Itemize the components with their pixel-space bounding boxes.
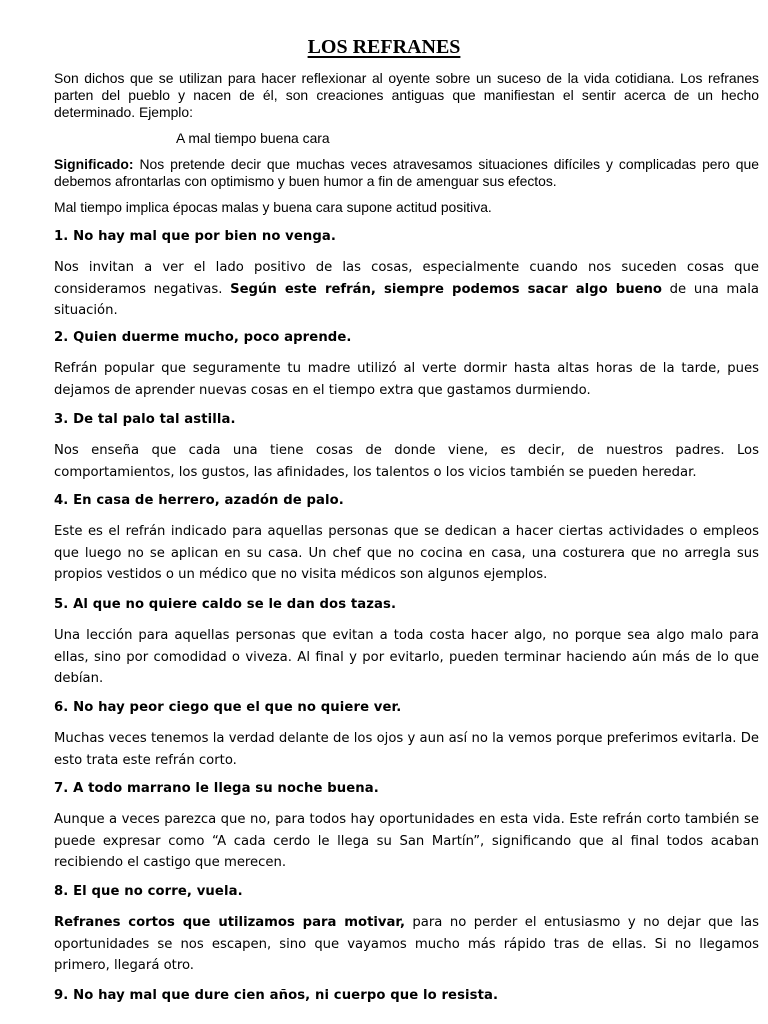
intro-note: Mal tiempo implica épocas malas y buena cara supone actitud positiva. [54, 199, 492, 215]
proverb-section-8 [54, 883, 759, 977]
proverb-explanation: Aunque a veces parezca que no, para todos hay oportunidades en esta vida. Este refrán corto también se puede expresar como “A cada cerdo le llega su San Martín”, significando que al final todos acaban recibiendo el castigo que merecen. [54, 812, 759, 870]
explanation-text: de una mala situación. [54, 281, 759, 318]
explanation-text: para no perder el entusiasmo y no dejar que las oportunidades se nos escapen, sino que vayamos mucho más rápido tras de ellas. Si no llegamos primero, llegará otro. [54, 915, 759, 973]
proverb-explanation: Nos enseña que cada una tiene cosas de donde viene, es decir, de nuestros padres. Los comportamientos, los gustos, las afinidades, los talentos o los vicios también se pueden heredar. [54, 443, 759, 480]
proverb-heading: 3. De tal palo tal astilla. [54, 412, 236, 427]
proverb-heading: 4. En casa de herrero, azadón de palo. [54, 493, 344, 508]
proverb-heading: 8. El que no corre, vuela. [54, 884, 243, 899]
explanation-bold: Según este refrán, siempre podemos sacar algo bueno [230, 281, 662, 297]
proverb-explanation: Este es el refrán indicado para aquellas personas que se dedican a hacer ciertas actividades o empleos que luego no se aplican en su casa. Un chef que no cocina en casa, una costurera que no arregla sus propios vestidos o un médico que no visita médicos son algunos ejemplos. [54, 524, 759, 582]
proverb-section-7 [54, 780, 759, 874]
proverb-explanation [54, 257, 759, 322]
proverb-section-6 [54, 699, 759, 771]
proverb-explanation: Muchas veces tenemos la verdad delante de los ojos y aun así no la vemos porque preferimos evitarla. De esto trata este refrán corto. [54, 731, 759, 768]
proverb-heading: 9. No hay mal que dure cien años, ni cuerpo que lo resista. [54, 988, 499, 1003]
meaning-paragraph [54, 156, 759, 190]
proverb-heading: 1. No hay mal que por bien no venga. [54, 229, 337, 244]
example-proverb: A mal tiempo buena cara [176, 130, 330, 146]
proverb-section-4 [54, 492, 759, 586]
page-title: LOS REFRANES [307, 36, 461, 58]
meaning-label: Significado: [54, 156, 134, 172]
proverb-explanation: Refrán popular que seguramente tu madre utilizó al verte dormir hasta altas horas de la tarde, pues dejamos de aprender nuevas cosas en el tiempo extra que gastamos durmiendo. [54, 361, 759, 398]
proverb-heading: 5. Al que no quiere caldo se le dan dos tazas. [54, 597, 397, 612]
proverb-heading: 6. No hay peor ciego que el que no quiere ver. [54, 700, 402, 715]
proverb-section-1 [54, 228, 759, 322]
proverb-section-3 [54, 411, 759, 483]
proverb-heading: 2. Quien duerme mucho, poco aprende. [54, 330, 352, 345]
intro-definition: Son dichos que se utilizan para hacer reflexionar al oyente sobre un suceso de la vida cotidiana. Los refranes parten del pueblo y nacen de él, son creaciones antiguas que manifiestan el sentir acerca de un hecho determinado. Ejemplo: [54, 70, 759, 120]
proverb-explanation: Una lección para aquellas personas que evitan a toda costa hacer algo, no porque sea algo malo para ellas, sino por comodidad o viveza. Al final y por evitarlo, pueden terminar haciendo aún más de lo que debían. [54, 628, 759, 686]
explanation-bold: Refranes cortos que utilizamos para motivar, [54, 915, 405, 930]
meaning-text: Nos pretende decir que muchas veces atravesamos situaciones difíciles y complicadas pero que debemos afrontarlas con optimismo y buen humor a fin de amenguar sus efectos. [54, 156, 759, 189]
explanation-text: Nos invitan a ver el lado positivo de las cosas, especialmente cuando nos suceden cosas que consideramos negativas. [54, 260, 759, 297]
proverb-section-2 [54, 329, 759, 401]
proverb-explanation [54, 912, 759, 977]
proverb-section-9 [54, 987, 759, 1005]
proverb-section-5 [54, 596, 759, 690]
proverb-heading: 7. A todo marrano le llega su noche buena. [54, 781, 379, 796]
